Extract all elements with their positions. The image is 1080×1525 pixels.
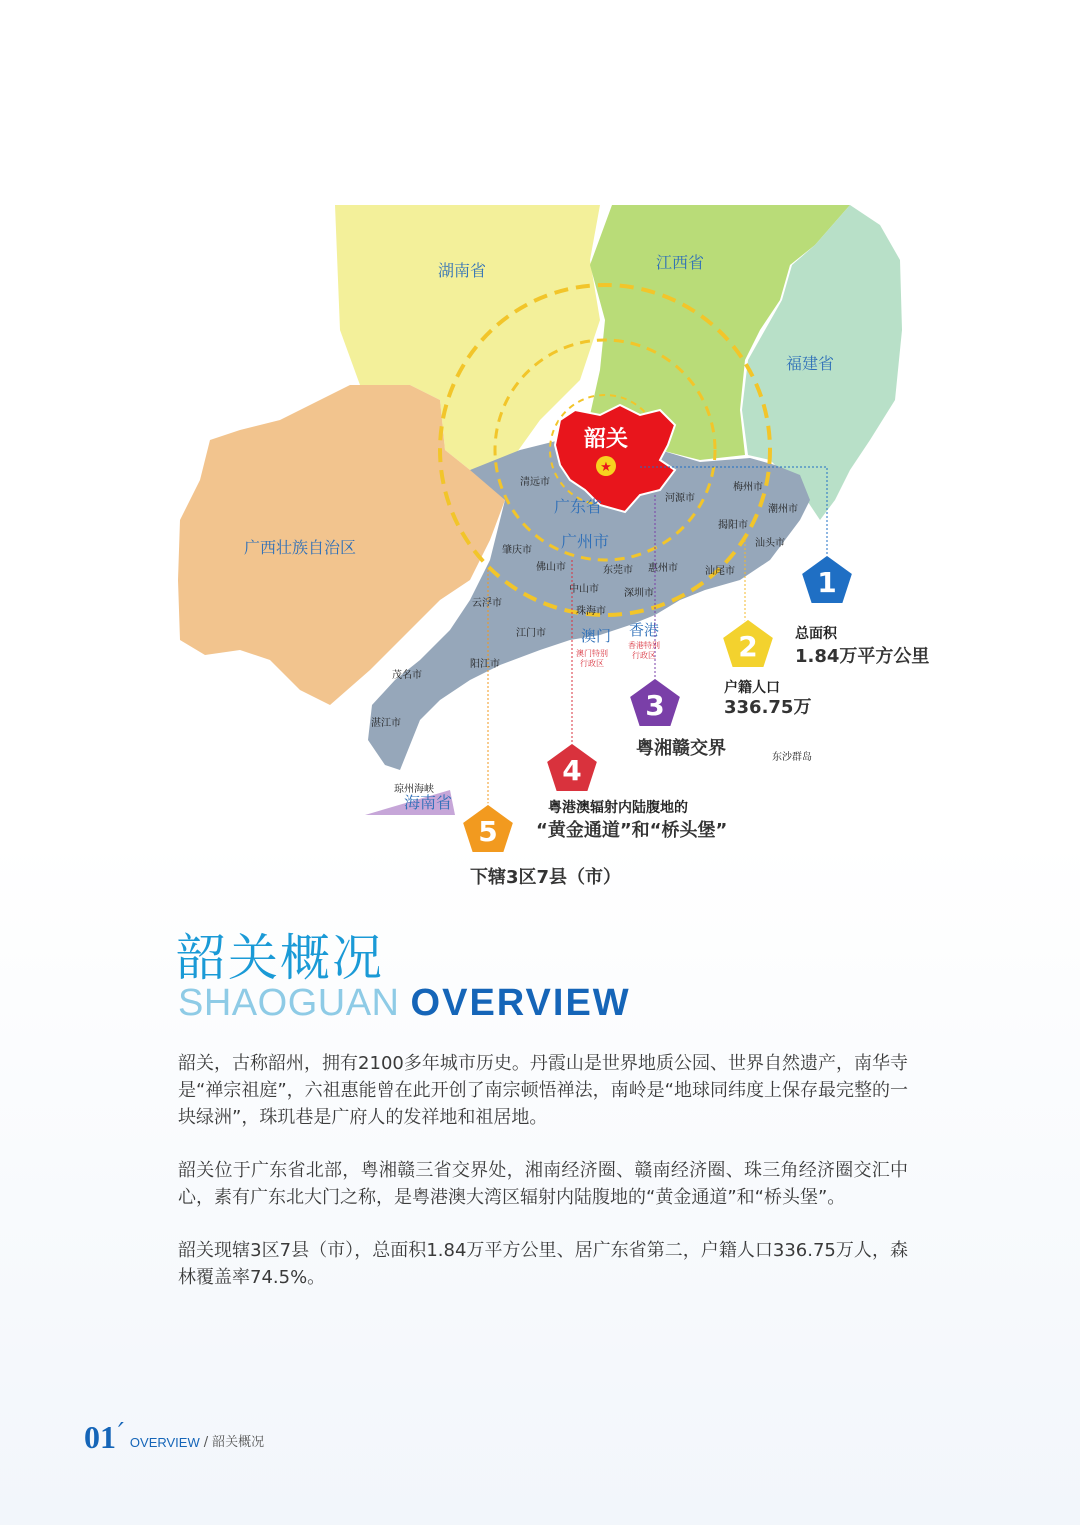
callout-1-title: 总面积 [795, 626, 837, 642]
macau-label: 澳门 [580, 627, 612, 645]
city-label-zhongshan: 中山市 [569, 584, 599, 595]
city-label-heyuan: 河源市 [665, 493, 695, 504]
city-label-yunfu: 云浮市 [472, 598, 502, 609]
city-label-dongguan: 东莞市 [603, 565, 633, 576]
page-title-en [178, 982, 631, 1025]
city-label-shanwei: 汕尾市 [705, 566, 735, 577]
title-en-bold: OVERVIEW [410, 982, 631, 1024]
callout-4-value: “黄金通道”和“桥头堡” [536, 820, 728, 841]
callout-4-title: 粤港澳辐射内陆腹地的 [548, 800, 688, 816]
guangdong-label: 广东省 [553, 497, 603, 516]
macau-note: 澳门特别 [576, 649, 608, 658]
hainan-label: 海南省 [403, 793, 453, 812]
callout-3-number: 3 [645, 689, 665, 722]
page-number: 01 [84, 1419, 116, 1455]
footer-section-cn: 韶关概况 [212, 1435, 265, 1450]
body-text [178, 1050, 908, 1317]
jiangxi-label: 江西省 [655, 253, 705, 272]
callout-2-value: 336.75万 [724, 697, 812, 718]
callout-5-title: 下辖3区7县（市） [470, 867, 622, 888]
callout-1-value: 1.84万平方公里 [795, 646, 930, 667]
callout-2-number: 2 [738, 630, 758, 663]
city-label-shantou: 汕头市 [755, 538, 785, 549]
footer-separator: / [203, 1435, 209, 1450]
guangxi-label: 广西壮族自治区 [243, 538, 357, 557]
callout-5-badge [462, 804, 513, 853]
callout-2-title: 户籍人口 [724, 680, 780, 696]
hunan-label: 湖南省 [437, 261, 487, 280]
svg-text:★: ★ [600, 460, 612, 475]
city-label-maoming: 茂名市 [392, 670, 422, 681]
hongkong-note: 行政区 [632, 651, 656, 660]
city-label-zhuhai: 珠海市 [576, 606, 606, 617]
callout-4-number: 4 [562, 754, 582, 787]
callout-1-badge [801, 555, 852, 604]
city-label-jieyang: 揭阳市 [718, 520, 748, 531]
macau-note: 行政区 [580, 659, 604, 668]
page-footer: 01 ′ OVERVIEW / 韶关概况 [84, 1418, 265, 1455]
city-label-foshan: 佛山市 [536, 562, 566, 573]
footer-section-en: OVERVIEW [129, 1435, 200, 1450]
city-label-zhaoqing: 肇庆市 [502, 545, 532, 556]
city-label-meizhou: 梅州市 [733, 482, 763, 493]
paragraph-location: 韶关位于广东省北部，粤湘赣三省交界处，湘南经济圈、赣南经济圈、珠三角经济圈交汇中心，素有广东北大门之称，是粤港澳大湾区辐射内陆腹地的“黄金通道”和“桥头堡”。 [178, 1160, 908, 1208]
callout-2-badge [722, 619, 773, 668]
paragraph-history: 韶关，古称韶州，拥有2100多年城市历史。丹霞山是世界地质公园、世界自然遗产，南华寺是“禅宗祖庭”，六祖惠能曾在此开创了南宗顿悟禅法，南岭是“地球同纬度上保存最完整的一块绿洲”，珠玑巷是广府人的发祥地和祖居地。 [178, 1053, 908, 1128]
city-label-dongsha: 东沙群岛 [772, 752, 812, 763]
city-label-yangjiang: 阳江市 [470, 659, 500, 670]
hongkong-note: 香港特别 [628, 641, 660, 650]
guangzhou-label: 广州市 [560, 532, 610, 551]
paragraph-stats: 韶关现辖3区7县（市），总面积1.84万平方公里、居广东省第二，户籍人口336.75万人，森林覆盖率74.5%。 [178, 1240, 908, 1288]
title-en-light: SHAOGUAN [178, 982, 400, 1024]
callout-3-badge [629, 678, 680, 727]
qiongzhou-label: 琼州海峡 [394, 784, 434, 795]
callout-3-title: 粤湘赣交界 [636, 738, 726, 759]
city-label-chaozhou: 潮州市 [768, 504, 798, 515]
city-label-shenzhen: 深圳市 [624, 588, 654, 599]
hongkong-label: 香港 [628, 621, 660, 639]
city-label-huizhou: 惠州市 [648, 563, 678, 574]
city-label-jiangmen: 江门市 [516, 628, 546, 639]
focus-city-label: 韶关 [583, 427, 629, 452]
callout-1-number: 1 [817, 566, 837, 599]
city-label-zhanjiang: 湛江市 [371, 718, 401, 729]
callout-5-number: 5 [478, 815, 498, 848]
callout-4-badge [546, 743, 597, 792]
city-label-qingyuan: 清远市 [520, 477, 550, 488]
fujian-label: 福建省 [785, 354, 835, 373]
page-title-cn: 韶关概况 [176, 929, 384, 987]
